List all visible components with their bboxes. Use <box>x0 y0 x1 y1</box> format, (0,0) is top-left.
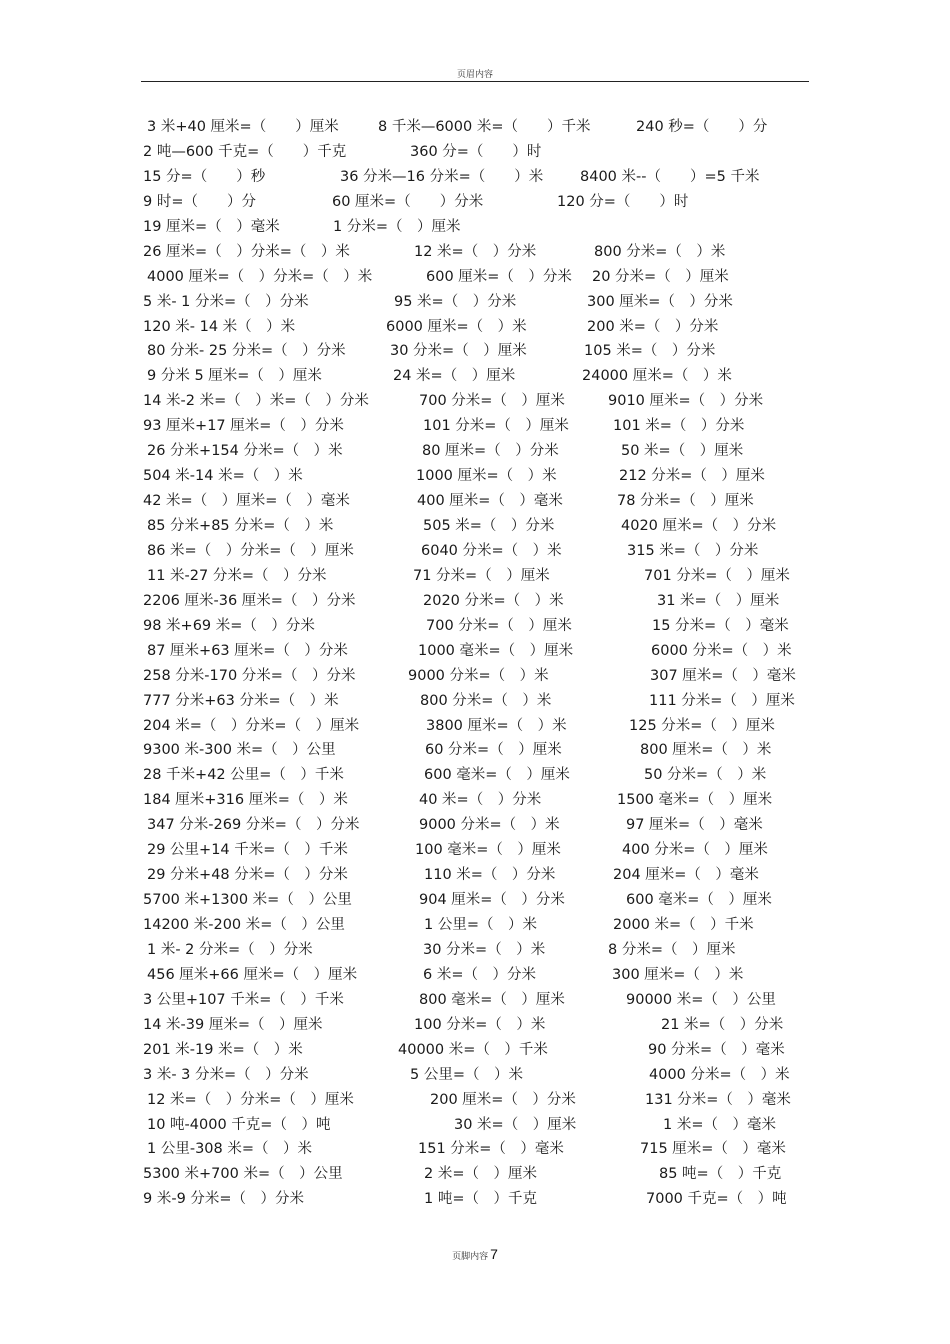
exercise-item: 36 分米—16 分米=（ ）米 <box>340 168 544 185</box>
exercise-row <box>0 665 950 690</box>
exercise-item: 101 米=（ ）分米 <box>613 418 745 435</box>
exercise-row <box>0 615 950 640</box>
exercise-item: 3 米+40 厘米=（ ）厘米 <box>147 119 339 135</box>
exercise-row <box>0 515 950 540</box>
exercise-item: 80 厘米=（ ）分米 <box>422 443 559 460</box>
exercise-item: 200 厘米=（ ）分米 <box>430 1091 576 1108</box>
exercise-item: 8 千米—6000 米=（ ）千米 <box>378 119 591 135</box>
exercise-item: 347 分米-269 分米=（ ）分米 <box>147 817 360 834</box>
exercise-item: 3800 厘米=（ ）米 <box>426 717 567 734</box>
exercise-item: 29 公里+14 千米=（ ）千米 <box>147 842 348 859</box>
exercise-item: 300 厘米=（ ）分米 <box>587 293 733 310</box>
exercise-row <box>0 166 950 191</box>
exercise-row <box>0 1138 950 1163</box>
exercise-row <box>0 1089 950 1114</box>
exercise-item: 904 厘米=（ ）分米 <box>419 892 565 909</box>
exercise-item: 97 厘米=（ ）毫米 <box>626 817 763 834</box>
exercise-row <box>0 1064 950 1089</box>
exercise-item: 700 分米=（ ）厘米 <box>426 617 572 634</box>
exercise-item: 98 米+69 米=（ ）分米 <box>143 617 315 634</box>
exercise-item: 1 米- 2 分米=（ ）分米 <box>147 941 313 958</box>
exercise-item: 240 秒=（ ）分 <box>636 119 768 135</box>
exercise-row <box>0 914 950 939</box>
exercise-row <box>0 291 950 316</box>
exercise-row <box>0 116 950 141</box>
exercise-item: 78 分米=（ ）厘米 <box>617 493 754 510</box>
exercise-item: 40 米=（ ）分米 <box>419 792 542 809</box>
exercise-row <box>0 989 950 1014</box>
exercise-item: 80 分米- 25 分米=（ ）分米 <box>147 343 346 360</box>
exercise-item: 9 时=（ ）分 <box>143 193 256 210</box>
exercise-item: 111 分米=（ ）厘米 <box>649 692 795 709</box>
exercise-item: 505 米=（ ）分米 <box>423 518 555 534</box>
exercise-item: 8400 米--（ ）=5 千米 <box>580 168 760 185</box>
exercise-item: 3 公里+107 千米=（ ）千米 <box>143 991 344 1008</box>
exercise-row <box>0 939 950 964</box>
footer-text: 页脚内容 <box>452 1252 489 1262</box>
exercise-item: 125 分米=（ ）厘米 <box>629 717 775 734</box>
exercise-item: 1500 毫米=（ ）厘米 <box>617 792 773 809</box>
exercise-item: 2000 米=（ ）千米 <box>613 917 754 933</box>
exercise-item: 40000 米=（ ）千米 <box>398 1041 548 1058</box>
exercise-item: 200 米=（ ）分米 <box>587 318 719 335</box>
exercise-item: 30 分米=（ ）厘米 <box>390 343 527 360</box>
exercise-item: 26 分米+154 分米=（ ）米 <box>147 443 343 460</box>
exercise-row <box>0 964 950 989</box>
exercise-item: 110 米=（ ）分米 <box>424 867 556 884</box>
exercise-row <box>0 565 950 590</box>
exercise-item: 204 厘米=（ ）毫米 <box>613 867 759 884</box>
exercise-item: 151 分米=（ ）毫米 <box>418 1141 564 1158</box>
exercise-row <box>0 340 950 365</box>
exercise-item: 21 米=（ ）分米 <box>661 1016 784 1033</box>
exercise-item: 5300 米+700 米=（ ）公里 <box>143 1166 343 1183</box>
exercise-item: 26 厘米=（ ）分米=（ ）米 <box>143 243 350 260</box>
exercise-item: 8 分米=（ ）厘米 <box>608 941 736 958</box>
exercise-item: 6000 分米=（ ）米 <box>651 642 792 659</box>
exercise-item: 1 公里=（ ）米 <box>424 917 537 933</box>
exercise-item: 14 米-39 厘米=（ ）厘米 <box>143 1016 323 1033</box>
exercise-item: 12 米=（ ）分米=（ ）厘米 <box>147 1091 354 1108</box>
exercise-item: 9300 米-300 米=（ ）公里 <box>143 742 336 759</box>
exercise-item: 93 厘米+17 厘米=（ ）分米 <box>143 418 344 435</box>
exercise-row <box>0 440 950 465</box>
exercise-item: 24 米=（ ）厘米 <box>393 368 516 385</box>
exercise-row <box>0 465 950 490</box>
exercise-row <box>0 739 950 764</box>
exercise-item: 15 分米=（ ）毫米 <box>652 617 789 634</box>
exercise-item: 105 米=（ ）分米 <box>584 343 716 360</box>
exercise-row <box>0 764 950 789</box>
exercise-item: 14 米-2 米=（ ）米=（ ）分米 <box>143 393 369 410</box>
exercise-item: 307 厘米=（ ）毫米 <box>650 667 796 684</box>
exercise-item: 777 分米+63 分米=（ ）米 <box>143 692 339 709</box>
exercise-item: 12 米=（ ）分米 <box>414 243 537 260</box>
exercise-list <box>0 116 950 1213</box>
exercise-item: 71 分米=（ ）厘米 <box>413 567 550 584</box>
exercise-item: 1000 毫米=（ ）厘米 <box>418 642 574 659</box>
exercise-item: 9 米-9 分米=（ ）分米 <box>143 1191 305 1208</box>
exercise-item: 315 米=（ ）分米 <box>627 542 759 559</box>
exercise-item: 456 厘米+66 厘米=（ ）厘米 <box>147 966 358 983</box>
exercise-item: 101 分米=（ ）厘米 <box>423 418 569 435</box>
exercise-item: 9010 厘米=（ ）分米 <box>608 393 764 410</box>
exercise-item: 30 米=（ ）厘米 <box>454 1116 577 1133</box>
exercise-item: 131 分米=（ ）毫米 <box>645 1091 791 1108</box>
exercise-item: 50 米=（ ）厘米 <box>621 443 744 460</box>
exercise-item: 85 吨=（ ）千克 <box>659 1166 782 1183</box>
exercise-item: 184 厘米+316 厘米=（ ）米 <box>143 792 348 809</box>
exercise-item: 120 米- 14 米（ ）米 <box>143 318 296 335</box>
exercise-item: 201 米-19 米=（ ）米 <box>143 1041 303 1058</box>
exercise-item: 1 分米=（ ）厘米 <box>333 218 461 235</box>
exercise-item: 4000 厘米=（ ）分米=（ ）米 <box>147 268 373 285</box>
exercise-item: 100 毫米=（ ）厘米 <box>415 842 561 859</box>
exercise-item: 90 分米=（ ）毫米 <box>648 1041 785 1058</box>
exercise-item: 31 米=（ ）厘米 <box>657 592 780 609</box>
exercise-item: 300 厘米=（ ）米 <box>612 966 744 983</box>
exercise-item: 6000 厘米=（ ）米 <box>386 318 527 335</box>
exercise-item: 9000 分米=（ ）米 <box>408 667 549 684</box>
exercise-item: 2020 分米=（ ）米 <box>423 592 564 609</box>
exercise-row <box>0 191 950 216</box>
exercise-item: 600 毫米=（ ）厘米 <box>626 892 772 909</box>
exercise-item: 701 分米=（ ）厘米 <box>644 567 790 584</box>
exercise-item: 1 公里-308 米=（ ）米 <box>147 1141 313 1158</box>
exercise-item: 800 分米=（ ）米 <box>594 243 726 260</box>
exercise-item: 600 厘米=（ ）分米 <box>426 268 572 285</box>
exercise-item: 212 分米=（ ）厘米 <box>619 468 765 485</box>
exercise-item: 20 分米=（ ）厘米 <box>592 268 729 285</box>
exercise-item: 15 分=（ ）秒 <box>143 168 266 185</box>
exercise-item: 600 毫米=（ ）厘米 <box>424 767 570 784</box>
exercise-item: 60 分米=（ ）厘米 <box>425 742 562 759</box>
exercise-item: 6 米=（ ）分米 <box>423 966 536 983</box>
exercise-row <box>0 640 950 665</box>
header-rule <box>141 81 809 82</box>
exercise-row <box>0 266 950 291</box>
exercise-item: 504 米-14 米=（ ）米 <box>143 468 303 485</box>
exercise-row <box>0 814 950 839</box>
exercise-item: 4000 分米=（ ）米 <box>649 1066 790 1083</box>
exercise-item: 2 米=（ ）厘米 <box>424 1166 537 1183</box>
exercise-item: 100 分米=（ ）米 <box>414 1016 546 1033</box>
exercise-row <box>0 141 950 166</box>
exercise-item: 800 分米=（ ）米 <box>420 692 552 709</box>
exercise-row <box>0 1114 950 1139</box>
exercise-item: 3 米- 3 分米=（ ）分米 <box>143 1066 309 1083</box>
exercise-item: 2206 厘米-36 厘米=（ ）分米 <box>143 592 356 609</box>
exercise-row <box>0 889 950 914</box>
exercise-row <box>0 216 950 241</box>
exercise-item: 4020 厘米=（ ）分米 <box>621 518 777 534</box>
exercise-item: 87 厘米+63 厘米=（ ）分米 <box>147 642 348 659</box>
exercise-item: 85 分米+85 分米=（ ）米 <box>147 518 334 534</box>
exercise-row <box>0 1014 950 1039</box>
exercise-item: 28 千米+42 公里=（ ）千米 <box>143 767 344 784</box>
exercise-item: 95 米=（ ）分米 <box>394 293 517 310</box>
exercise-item: 7000 千克=（ ）吨 <box>646 1191 787 1208</box>
exercise-item: 800 毫米=（ ）厘米 <box>419 991 565 1008</box>
exercise-item: 30 分米=（ ）米 <box>423 941 546 958</box>
exercise-item: 400 厘米=（ ）毫米 <box>417 493 563 510</box>
page-footer <box>0 1246 950 1262</box>
exercise-row <box>0 365 950 390</box>
exercise-item: 42 米=（ ）厘米=（ ）毫米 <box>143 493 350 510</box>
exercise-row <box>0 316 950 341</box>
exercise-item: 360 分=（ ）时 <box>410 143 542 160</box>
exercise-item: 9 分米 5 厘米=（ ）厘米 <box>147 368 322 385</box>
exercise-item: 1 吨=（ ）千克 <box>424 1191 537 1208</box>
exercise-row <box>0 839 950 864</box>
exercise-row <box>0 715 950 740</box>
exercise-row <box>0 590 950 615</box>
exercise-item: 400 分米=（ ）厘米 <box>622 842 768 859</box>
exercise-item: 60 厘米=（ ）分米 <box>332 193 484 210</box>
exercise-row <box>0 490 950 515</box>
exercise-item: 90000 米=（ ）公里 <box>626 991 776 1008</box>
exercise-row <box>0 690 950 715</box>
exercise-item: 5700 米+1300 米=（ ）公里 <box>143 892 352 909</box>
exercise-item: 5 米- 1 分米=（ ）分米 <box>143 293 309 310</box>
exercise-row <box>0 1188 950 1213</box>
exercise-item: 700 分米=（ ）厘米 <box>419 393 565 410</box>
page-header: 页眉内容 <box>456 70 493 80</box>
exercise-row <box>0 241 950 266</box>
exercise-row <box>0 864 950 889</box>
exercise-item: 120 分=（ ）时 <box>557 193 689 210</box>
exercise-item: 86 米=（ ）分米=（ ）厘米 <box>147 542 354 559</box>
exercise-item: 204 米=（ ）分米=（ ）厘米 <box>143 717 360 734</box>
exercise-row <box>0 540 950 565</box>
exercise-item: 14200 米-200 米=（ ）公里 <box>143 917 345 933</box>
exercise-item: 1000 厘米=（ ）米 <box>416 468 557 485</box>
exercise-item: 50 分米=（ ）米 <box>644 767 767 784</box>
exercise-item: 19 厘米=（ ）毫米 <box>143 218 280 235</box>
page-number: 7 <box>490 1246 498 1262</box>
exercise-item: 10 吨-4000 千克=（ ）吨 <box>147 1116 331 1133</box>
exercise-item: 11 米-27 分米=（ ）分米 <box>147 567 327 584</box>
exercise-item: 258 分米-170 分米=（ ）分米 <box>143 667 356 684</box>
exercise-item: 6040 分米=（ ）米 <box>421 542 562 559</box>
exercise-row <box>0 415 950 440</box>
exercise-item: 715 厘米=（ ）毫米 <box>640 1141 786 1158</box>
exercise-item: 5 公里=（ ）米 <box>410 1066 523 1083</box>
exercise-item: 1 米=（ ）毫米 <box>663 1116 776 1133</box>
exercise-row <box>0 1163 950 1188</box>
exercise-item: 2 吨—600 千克=（ ）千克 <box>143 143 347 160</box>
exercise-row <box>0 789 950 814</box>
exercise-row <box>0 1039 950 1064</box>
exercise-row <box>0 390 950 415</box>
exercise-item: 800 厘米=（ ）米 <box>640 742 772 759</box>
exercise-item: 29 分米+48 分米=（ ）分米 <box>147 867 348 884</box>
exercise-item: 24000 厘米=（ ）米 <box>582 368 732 385</box>
exercise-item: 9000 分米=（ ）米 <box>419 817 560 834</box>
